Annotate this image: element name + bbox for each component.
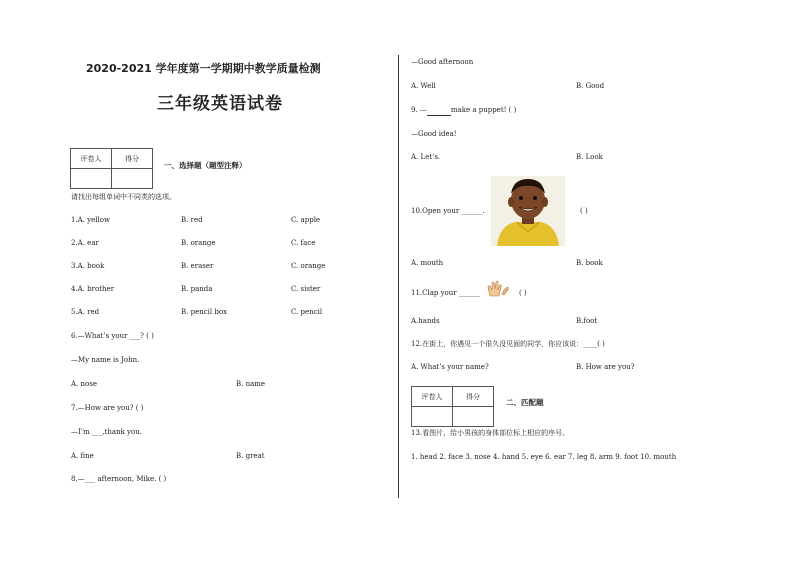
score-label: 得分 — [453, 387, 494, 407]
q3-option-a: 3.A. book — [71, 262, 105, 270]
q9-option-b: B. Look — [576, 153, 603, 161]
q10-paren: ( ) — [580, 207, 588, 215]
q10-option-b: B. book — [576, 259, 603, 267]
section1-title: 一、选择题（题型注释） — [164, 161, 247, 170]
q7-stem: 7.—How are you? ( ) — [71, 404, 144, 412]
q5-option-c: C. pencil — [291, 308, 323, 316]
subject-title: 三年级英语试卷 — [157, 94, 283, 114]
q12-stem: 12.在街上，你遇见一个很久没见面的同学，你应该说：____( ) — [411, 340, 605, 348]
q1-option-a: 1.A. yellow — [71, 216, 110, 224]
q3-option-c: C. orange — [291, 262, 326, 270]
q3-option-b: B. eraser — [181, 262, 214, 270]
q2-option-a: 2.A. ear — [71, 239, 99, 247]
q11-option-b: B.foot — [576, 317, 598, 325]
q4-option-a: 4.A. brother — [71, 285, 115, 293]
q4-option-c: C. sister — [291, 285, 321, 293]
exam-title: 2020-2021 学年度第一学期期中教学质量检测 — [86, 62, 321, 75]
grader-label: 评卷人 — [71, 149, 112, 169]
q12-option-b: B. How are you? — [576, 363, 635, 371]
clapping-hands-icon — [486, 280, 510, 298]
q6-option-a: A. nose — [71, 380, 97, 388]
section2-title: 二、匹配题 — [506, 398, 544, 407]
q8-stem: 8.—___ afternoon, Mike. ( ) — [71, 475, 167, 483]
q7-reply: —I’m ___,thank you. — [71, 428, 142, 436]
q9-stem-pre: 9. — — [411, 106, 427, 114]
grader-label: 评卷人 — [412, 387, 453, 407]
q7-option-b: B. great — [236, 452, 265, 460]
q9-stem — [411, 106, 516, 116]
q6-reply: —My name is John. — [71, 356, 140, 364]
q2-option-c: C. face — [291, 239, 316, 247]
q1-option-c: C. apple — [291, 216, 321, 224]
score-cell — [453, 407, 494, 427]
q1-option-b: B. red — [181, 216, 203, 224]
q2-option-b: B. orange — [181, 239, 216, 247]
q8-reply: —Good afternoon — [411, 58, 474, 66]
q9-stem-post: make a puppet! ( ) — [450, 106, 517, 114]
q13-parts-list: 1. head 2. face 3. nose 4. hand 5. eye 6. ear 7. leg 8. arm 9. foot 10. mouth — [411, 453, 677, 461]
q4-option-b: B. panda — [181, 285, 213, 293]
section1-instruction: 请找出每组单词中不同类的选项。 — [71, 193, 176, 201]
q9-option-a: A. Let’s. — [411, 153, 441, 161]
boy-picture — [491, 176, 565, 246]
q9-reply: —Good idea! — [411, 130, 457, 138]
q10-option-a: A. mouth — [411, 259, 444, 267]
q11-option-a: A.hands — [411, 317, 440, 325]
column-divider — [398, 55, 399, 498]
q5-option-a: 5.A. red — [71, 308, 100, 316]
q13-stem: 13.看图片，给小男孩的身体部位标上相应的序号。 — [411, 429, 570, 437]
score-box-left — [70, 148, 153, 189]
score-label: 得分 — [112, 149, 153, 169]
q12-option-a: A. What’s your name? — [411, 363, 489, 371]
grader-cell — [412, 407, 453, 427]
score-box-right — [411, 386, 494, 427]
q8-option-b: B. Good — [576, 82, 605, 90]
q11-paren: ( ) — [519, 289, 527, 297]
q5-option-b: B. pencil box — [181, 308, 227, 316]
q7-option-a: A. fine — [71, 452, 94, 460]
q11-stem: 11.Clap your ______ — [411, 289, 480, 297]
q6-stem: 6.—What’s your ___? ( ) — [71, 332, 154, 340]
q10-stem: 10.Open your ______. — [411, 207, 485, 215]
q6-option-b: B. name — [236, 380, 266, 388]
grader-cell — [71, 169, 112, 189]
score-cell — [112, 169, 153, 189]
q8-option-a: A. Well — [411, 82, 436, 90]
q9-blank — [427, 106, 451, 116]
